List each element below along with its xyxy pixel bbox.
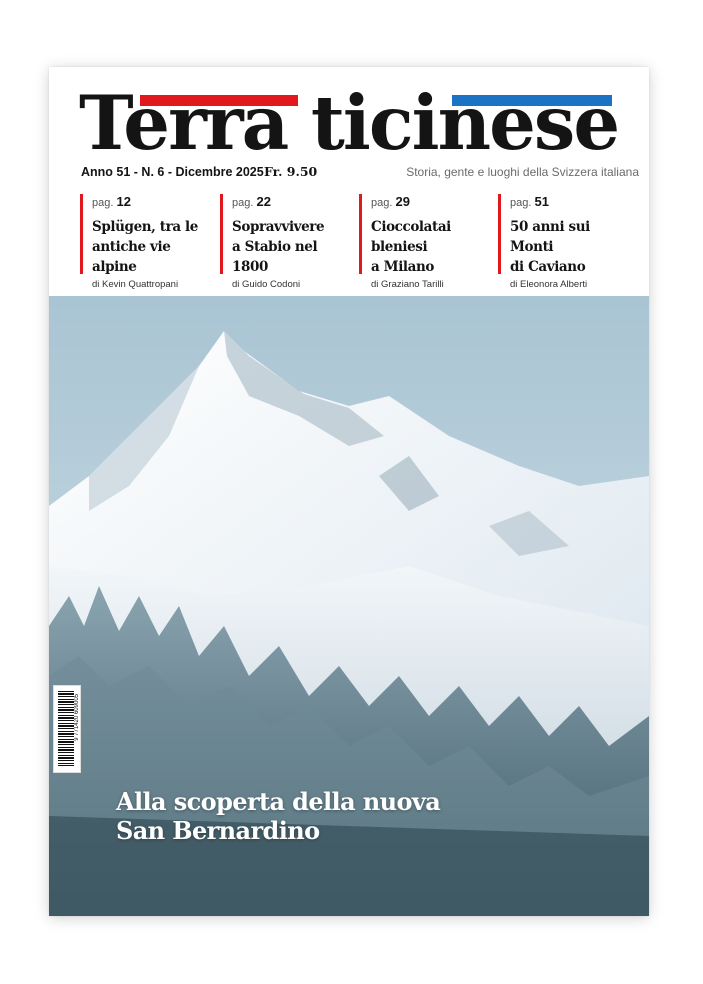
teaser-item[interactable] [498, 194, 630, 290]
issue-info: Anno 51 - N. 6 - Dicembre 2025 [81, 165, 264, 179]
headline-line2: San Bernardino [116, 816, 320, 845]
teaser-item[interactable] [220, 194, 352, 290]
teaser-title: Splügen, tra le antiche vie alpine [92, 219, 198, 275]
teaser-title: Cioccolatai bleniesi a Milano [371, 219, 451, 275]
teaser-author: di Kevin Quattropani [92, 279, 179, 290]
cover-headline[interactable] [116, 787, 440, 845]
teaser-item[interactable] [359, 194, 491, 290]
teaser-page: pag. 29 [371, 194, 410, 209]
magazine-cover [49, 67, 649, 916]
teaser-title: 50 anni sui Monti di Caviano [510, 219, 590, 275]
teaser-title: Sopravvivere a Stabio nel 1800 [232, 219, 325, 275]
tagline: Storia, gente e luoghi della Svizzera italiana [406, 165, 639, 179]
teaser-page: pag. 22 [232, 194, 271, 209]
teaser-author: di Graziano Tarilli [371, 279, 444, 290]
barcode-bars [58, 691, 74, 766]
teaser-item[interactable] [80, 194, 212, 290]
teaser-author: di Eleonora Alberti [510, 279, 588, 290]
barcode [53, 685, 81, 773]
masthead-title: Terra ticinese [79, 79, 619, 167]
barcode-digits: 9 771420 609005 [74, 694, 80, 741]
price: Fr. 9.50 [264, 164, 318, 179]
teaser-row [80, 194, 640, 290]
headline-line1: Alla scoperta della nuova [116, 787, 441, 816]
teaser-author: di Guido Codoni [232, 279, 301, 290]
teaser-page: pag. 51 [510, 194, 549, 209]
teaser-page: pag. 12 [92, 194, 131, 209]
